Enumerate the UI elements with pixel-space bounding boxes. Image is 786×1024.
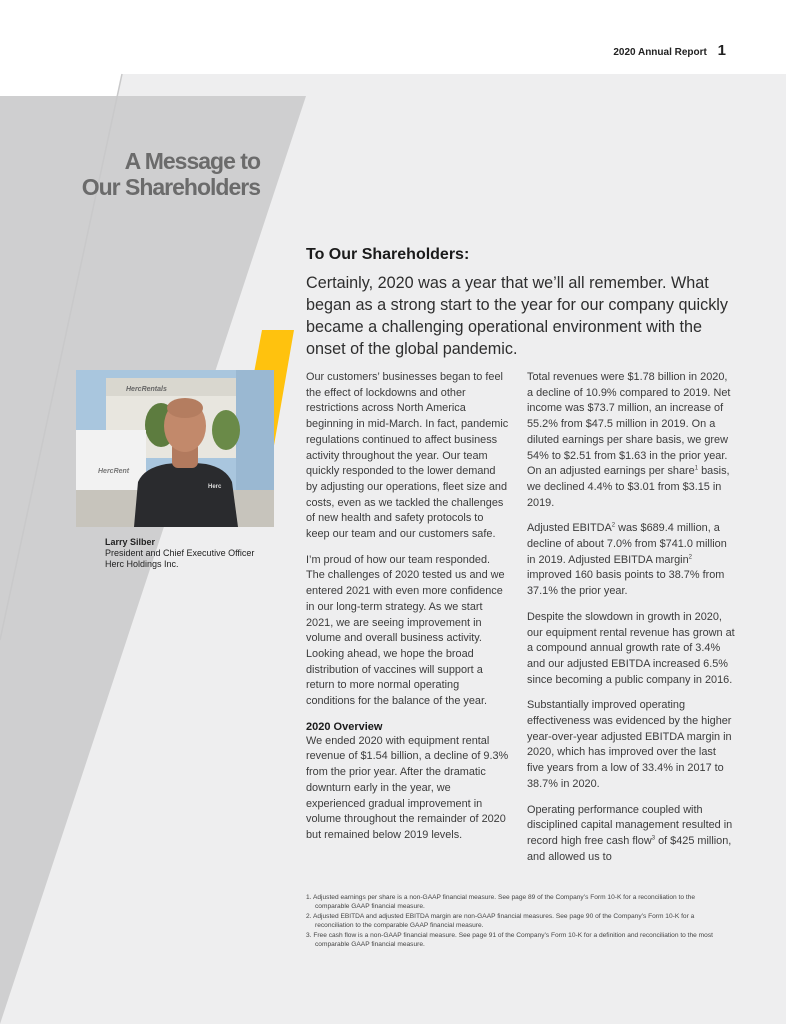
caption-company: Herc Holdings Inc. (105, 559, 179, 569)
caption-name: Larry Silber (105, 537, 156, 547)
ceo-photo (76, 370, 274, 527)
left-paragraph-3: We ended 2020 with equipment rental revenue of $1.54 billion, a decline of 9.3% from the prior year. After the dramatic downturn early in the year, we experienced gradual improvement in volume throughout the remainder of 2020 but remained below 2019 levels. (306, 734, 509, 841)
right-paragraph-4: Substantially improved operating effectiveness was evidenced by the higher year-over-year adjusted EBITDA margin in 2020, which has improved over the last five years from a low of 33.4% in 2017 to 38.7% in 2020. (527, 699, 732, 790)
right-column (527, 370, 735, 875)
footnotes (306, 894, 726, 952)
caption-title: President and Chief Executive Officer (105, 548, 255, 558)
page-header (613, 42, 726, 59)
right-paragraph-2 (527, 521, 735, 600)
photo-caption (105, 537, 254, 570)
right-paragraph-3: Despite the slowdown in growth in 2020, our equipment rental revenue has grown at a compound annual growth rate of 3.4% and our adjusted EBITDA increased 6.5% since becoming a public company in 2016. (527, 610, 735, 686)
right-p1-text-a: Total revenues were $1.78 billion in 2020, a decline of 10.9% compared to 2019. Net income was $73.7 million, an increase of 55.2% from $47.5 million in 2019. On a diluted earnings per share basis, we grew 54% to $2.51 from $1.63 in the prior year. On an adjusted earnings per share (527, 371, 731, 478)
truck-logo-text: HercRent (98, 468, 130, 475)
right-p2-text-b: was $689.4 million, a decline of about 7.0% from $741.0 million in 2019. Adjusted EBITDA margin (527, 522, 727, 566)
page-number: 1 (717, 42, 726, 59)
footnote-ref-2b: 2 (688, 554, 692, 561)
shirt-logo-text: Herc (208, 484, 222, 490)
footnote-ref-3: 3 (651, 835, 656, 842)
footnote-ref-2a: 2 (611, 522, 616, 529)
building-sign-text: HercRentals (126, 386, 167, 393)
left-paragraph-1: Our customers’ businesses began to feel the effect of lockdowns and other restrictions across North America beginning in mid-March. In fact, pandemic regulations continued to affect business activity throughout the year. Our team quickly responded to the lower demand by adjusting our operations, fleet size and costs, even as we tackled the challenges of new health and safety protocols to keep our team and our customers safe. (306, 371, 509, 541)
letter-heading: To Our Shareholders: (306, 246, 470, 263)
right-p2-text-a: Adjusted EBITDA (527, 522, 612, 535)
footnote-2: 2. Adjusted EBITDA and adjusted EBITDA margin are non-GAAP financial measures. See page 90 of the Company’s Form 10-K for a reconciliation to the comparable GAAP financial measure. (306, 913, 695, 929)
report-title: 2020 Annual Report (613, 47, 707, 58)
letter-intro: Certainly, 2020 was a year that we’ll all remember. What began as a strong start to the year for our company quickly became a challenging operational environment with the onset of the global pandemic. (306, 274, 728, 358)
right-p2-text-c: improved 160 basis points to 38.7% from 37.1% the prior year. (527, 569, 725, 598)
left-column (306, 370, 509, 854)
right-p5-text-b: of $425 million, and allowed us to (527, 834, 732, 863)
section-title-line1: A Message to (124, 148, 260, 174)
right-p1-text-b: basis, we declined 4.4% to $3.01 from $3.15 in 2019. (527, 465, 730, 509)
left-paragraph-2: I’m proud of how our team responded. The challenges of 2020 tested us and we entered 2021 with even more confidence in our long-term strategy. As we start 2021, we are seeing improvement in volume and overall business activity. Looking ahead, we hope the broad distribution of vaccines will support a return to more normal operating conditions for the balance of the year. (306, 553, 505, 708)
footnote-3: 3. Free cash flow is a non-GAAP financial measure. See page 91 of the Company’s Form 10-K for a definition and reconciliation to the most comparable GAAP financial measure. (306, 932, 713, 948)
right-paragraph-1 (527, 370, 735, 511)
overview-heading: 2020 Overview (306, 720, 383, 733)
right-paragraph-5 (527, 803, 735, 866)
section-title (60, 148, 260, 200)
section-title-line2: Our Shareholders (81, 174, 260, 200)
footnote-1: 1. Adjusted earnings per share is a non-GAAP financial measure. See page 89 of the Company’s Form 10-K for a reconciliation to the comparable GAAP financial measure. (306, 894, 696, 910)
right-p5-text-a: Operating performance coupled with disciplined capital management resulted in record high free cash flow (527, 803, 733, 847)
footnote-ref-1: 1 (694, 465, 699, 472)
